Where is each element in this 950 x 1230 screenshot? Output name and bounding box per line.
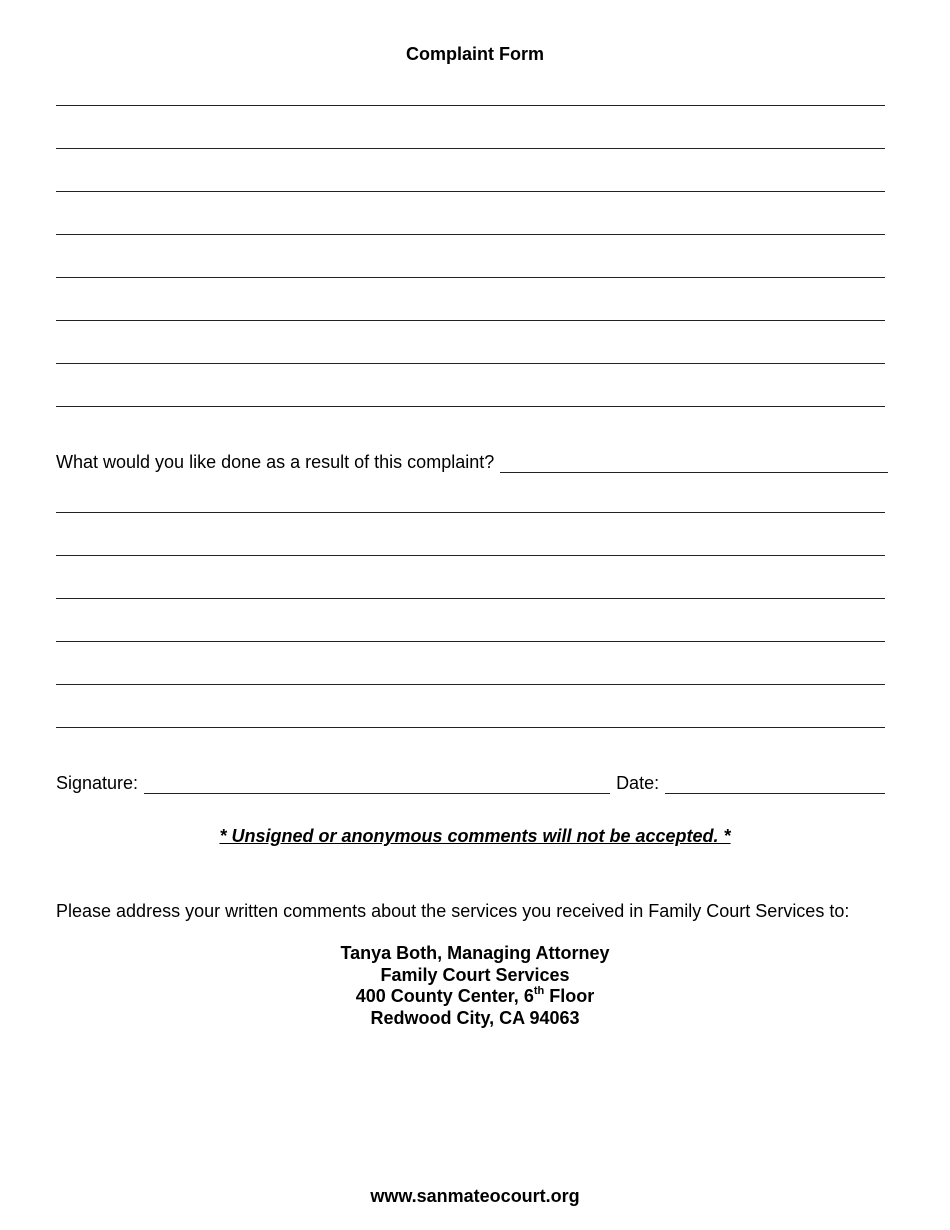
resolution-line[interactable] [56, 512, 885, 513]
footer-website[interactable]: www.sanmateocourt.org [370, 1186, 580, 1206]
address-street [0, 986, 950, 1008]
address-name: Tanya Both, Managing Attorney [340, 943, 610, 963]
complaint-line[interactable] [56, 234, 885, 235]
address-department: Family Court Services [380, 964, 570, 985]
complaint-line[interactable] [56, 320, 885, 321]
resolution-answer-line[interactable] [500, 455, 888, 473]
complaint-line[interactable] [56, 191, 885, 192]
resolution-line[interactable] [56, 641, 885, 642]
complaint-line[interactable] [56, 406, 885, 407]
unsigned-notice: * Unsigned or anonymous comments will not be accepted. * [219, 826, 731, 846]
complaint-line[interactable] [56, 363, 885, 364]
signature-label: Signature: [56, 773, 139, 793]
resolution-line[interactable] [56, 727, 885, 728]
resolution-question-label: What would you like done as a result of this complaint? [56, 452, 495, 472]
address-intro: Please address your written comments about the services you received in Family Court Services to: [56, 901, 850, 921]
complaint-line[interactable] [56, 277, 885, 278]
address-city: Redwood City, CA 94063 [370, 1007, 580, 1028]
address-street-prefix: 400 County Center, 6 [355, 986, 534, 1006]
resolution-question [56, 452, 888, 473]
signature-field[interactable] [144, 776, 610, 794]
form-title: Complaint Form [406, 44, 544, 64]
address-street-suffix: Floor [544, 986, 595, 1006]
date-field[interactable] [665, 776, 885, 794]
resolution-line[interactable] [56, 598, 885, 599]
complaint-line[interactable] [56, 148, 885, 149]
resolution-line[interactable] [56, 555, 885, 556]
complaint-line[interactable] [56, 105, 885, 106]
signature-row [56, 773, 885, 794]
resolution-line[interactable] [56, 684, 885, 685]
date-label: Date: [616, 773, 660, 793]
mailing-address [0, 943, 950, 1029]
address-street-sup: th [533, 985, 545, 997]
